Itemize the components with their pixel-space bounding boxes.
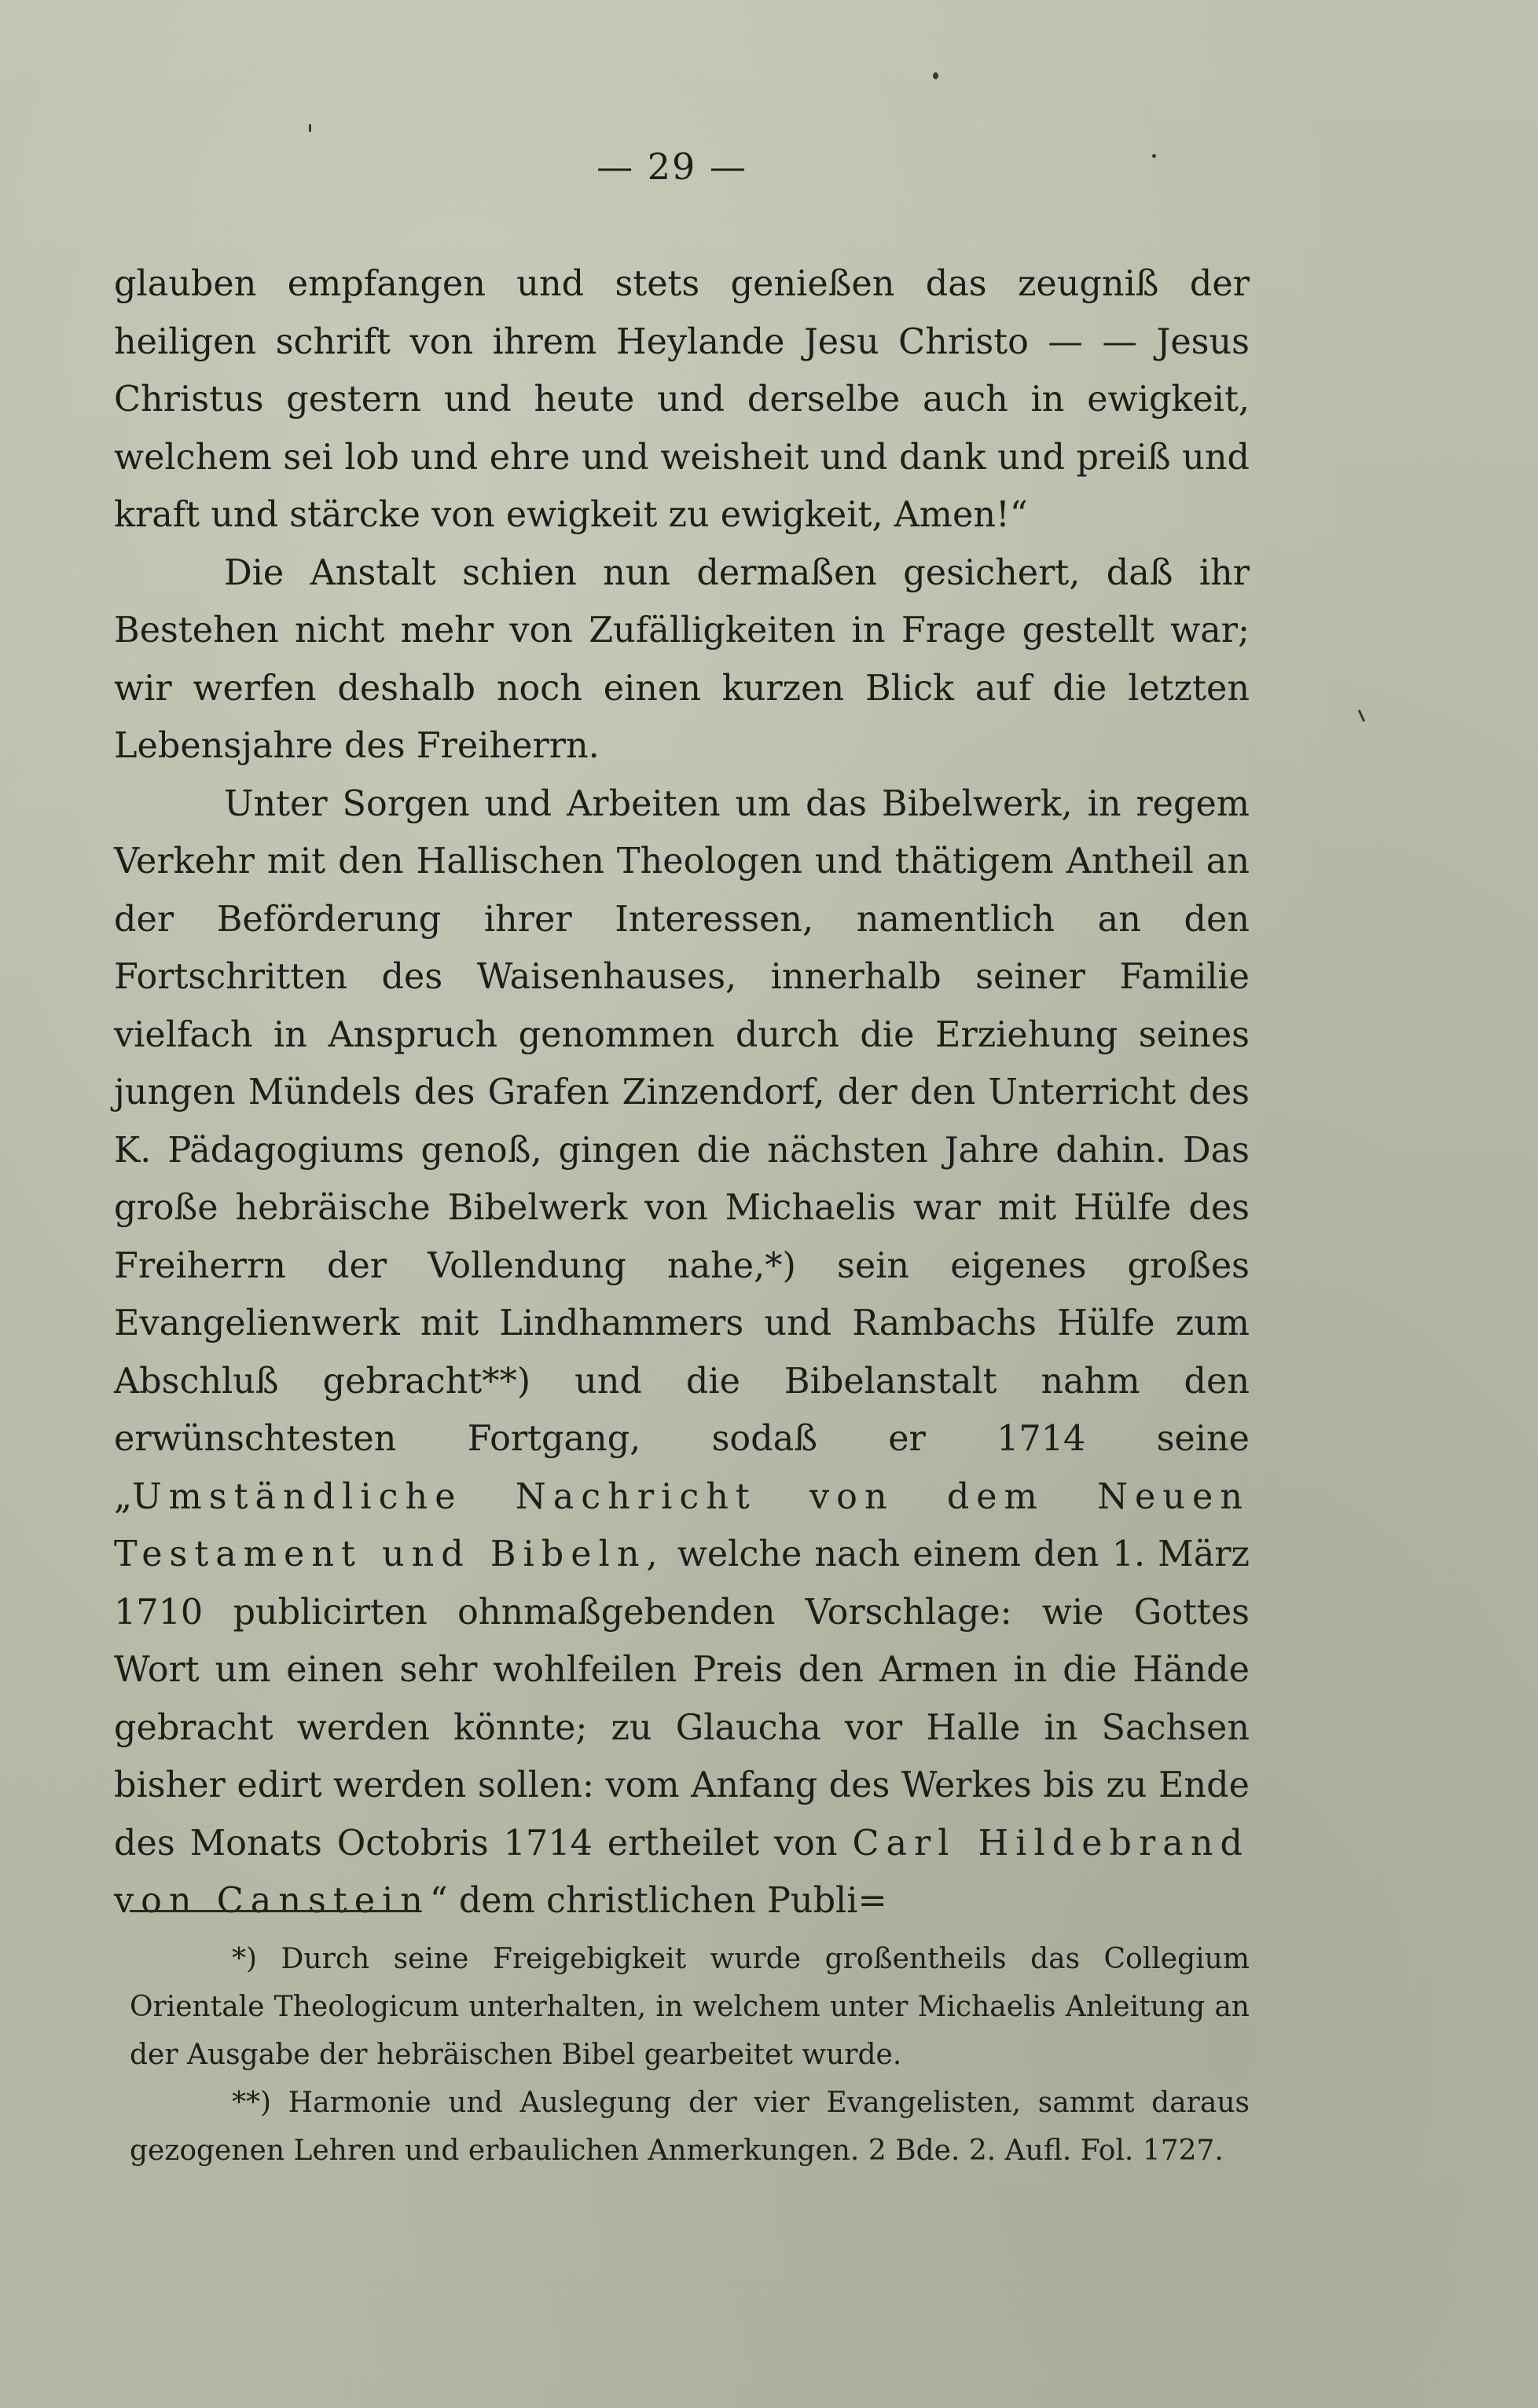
ink-speck xyxy=(933,72,938,79)
ink-speck xyxy=(1358,709,1365,722)
footnote-2: **) Harmonie und Auslegung der vier Evangelisten, sammt daraus gezogenen Lehren und erbaulichen Anmerkungen. 2 Bde. 2. Aufl. Fol. 1727. xyxy=(130,2087,1250,2167)
paragraph-text: Unter Sorgen und Arbeiten um das Bibelwerk, in regem Verkehr mit den Hallischen Theologen und thätigem Antheil an der Beförderung ihrer Interessen, namentlich an den Fortschritten des Waisenhauses, innerhalb seiner Familie vielfach in Anspruch genommen durch die Erziehung seines jungen Mündels des Grafen Zinzendorf, der den Unterricht des K. Pädagogiums genoß, gingen die nächsten Jahre dahin. Das große hebräische Bibelwerk von Michaelis war mit Hülfe des Freiherrn der Vollendung nahe,*) sein eigenes großes Evangelienwerk mit Lindhammers und Rambachs Hülfe zum Abschluß gebracht**) und die Bibelanstalt nahm den erwünschtesten Fortgang, sodaß er 1714 seine „ xyxy=(114,783,1250,1517)
body-text xyxy=(114,255,1250,1930)
paragraph-text: welche nach einem den 1. März 1710 publicirten ohnmaßgebenden Vorschlage: wie Gottes Wort um einen sehr wohlfeilen Preis den Armen in die Hände gebracht werden könnte; zu Glaucha vor Halle in Sachsen bisher edirt werden sollen: vom Anfang des Werkes bis zu Ende des Monats Octobris 1714 ertheilet von xyxy=(114,1534,1250,1864)
footnote-divider xyxy=(130,1910,417,1912)
spaced-author-name: Carl Hildebrand von Canstein xyxy=(114,1823,1250,1921)
paragraph-continuation: glauben empfangen und stets genießen das zeugniß der heiligen schrift von ihrem Heylande Jesu Christo — — Jesus Christus gestern und heute und derselbe auch in ewigkeit, welchem sei lob und ehre und weisheit und dank und preiß und kraft und stärcke von ewigkeit zu ewigkeit, Amen!“ xyxy=(114,264,1250,535)
paragraph-bibelwerk xyxy=(114,775,1250,1930)
spaced-title: Umständliche Nachricht von dem Neuen Testament und Bibeln, xyxy=(114,1476,1250,1574)
paragraph-text: “ dem christlichen Publi= xyxy=(429,1881,887,1921)
ink-speck xyxy=(309,124,311,132)
footnote-1: *) Durch seine Freigebigkeit wurde großentheils das Collegium Orientale Theologicum unterhalten, in welchem unter Michaelis Anleitung an der Ausgabe der hebräischen Bibel gearbeitet wurde. xyxy=(130,1943,1250,2071)
footnotes xyxy=(130,1935,1250,2175)
page-number: — 29 — xyxy=(596,145,747,188)
paragraph-anstalt: Die Anstalt schien nun dermaßen gesichert, daß ihr Bestehen nicht mehr von Zufälligkeiten in Frage gestellt war; wir werfen deshalb noch einen kurzen Blick auf die letzten Lebensjahre des Freiherrn. xyxy=(114,552,1250,766)
